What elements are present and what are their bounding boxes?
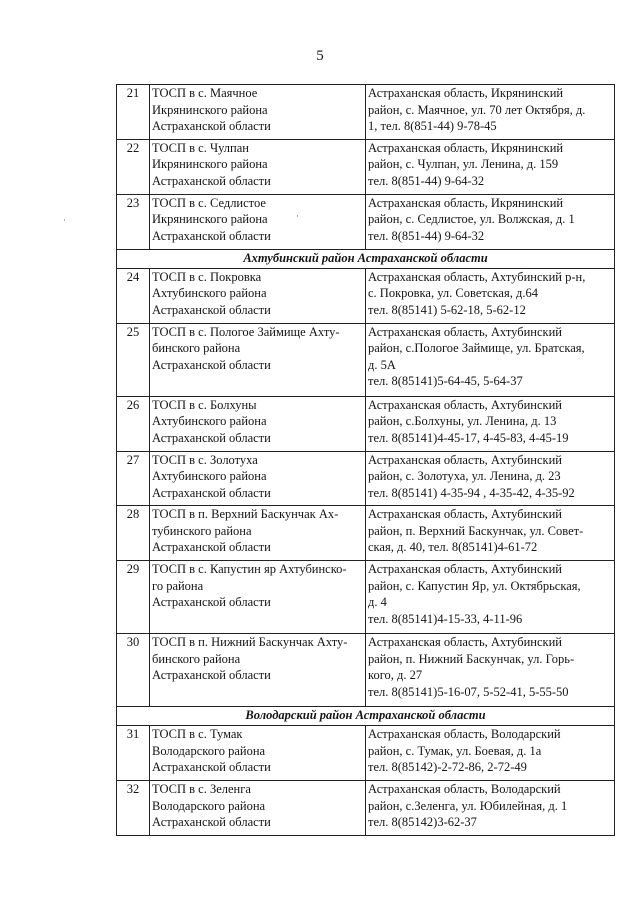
- address-cell: [366, 323, 615, 396]
- address-cell: [366, 726, 615, 781]
- table-row: [117, 451, 615, 506]
- table-row: [117, 506, 615, 561]
- row-number: 27: [117, 451, 150, 506]
- address-line: д. 5А: [368, 357, 396, 372]
- office-name-line: Астраханской области: [152, 173, 271, 188]
- office-name-line: Астраханской области: [152, 430, 271, 445]
- office-name-line: Астраханской области: [152, 668, 271, 683]
- row-number: 23: [117, 194, 150, 249]
- address-line: район, с. Тумак, ул. Боевая, д. 1а: [368, 743, 542, 758]
- table-row: [117, 268, 615, 323]
- address-line: район, с. Капустин Яр, ул. Октябрьская,: [368, 578, 581, 593]
- office-name-line: Астраханской области: [152, 357, 271, 372]
- address-line: район, п. Верхний Баскунчак, ул. Совет-: [368, 523, 584, 538]
- row-number: 26: [117, 396, 150, 451]
- office-name-line: ТОСП в с. Седлистое: [152, 195, 266, 210]
- address-line: тел. 8(85142)-2-72-86, 2-72-49: [368, 760, 527, 775]
- registry-table-body: [117, 85, 615, 836]
- scan-speck: ·: [296, 211, 299, 221]
- office-name-line: Володарского района: [152, 798, 266, 813]
- address-line: тел. 8(85141)5-64-45, 5-64-37: [368, 374, 523, 389]
- address-line: район, с. Маячное, ул. 70 лет Октября, д.: [368, 102, 586, 117]
- row-number: 30: [117, 634, 150, 707]
- address-line: тел. 8(85141) 5-62-18, 5-62-12: [368, 302, 526, 317]
- address-line: Астраханская область, Володарский: [368, 727, 561, 742]
- district-header: Ахтубинский район Астраханской области: [117, 249, 615, 268]
- address-line: район, с.Зеленга, ул. Юбилейная, д. 1: [368, 798, 568, 813]
- address-line: д. 4: [368, 595, 387, 610]
- address-line: район, с.Пологое Займище, ул. Братская,: [368, 341, 585, 356]
- address-line: район, с.Болхуны, ул. Ленина, д. 13: [368, 414, 557, 429]
- table-row: [117, 85, 615, 140]
- office-name-line: ТОСП в с. Капустин яр Ахтубинско-: [152, 562, 347, 577]
- address-line: кого, д. 27: [368, 668, 423, 683]
- address-line: с. Покровка, ул. Советская, д.64: [368, 286, 538, 301]
- office-name-line: Астраханской области: [152, 485, 271, 500]
- address-line: тел. 8(851-44) 9-64-32: [368, 228, 485, 243]
- office-name-line: ТОСП в с. Покровка: [152, 269, 262, 284]
- office-name-cell: [150, 396, 366, 451]
- office-name-cell: [150, 726, 366, 781]
- office-name-line: ТОСП в с. Золотуха: [152, 452, 258, 467]
- address-line: 1, тел. 8(851-44) 9-78-45: [368, 119, 497, 133]
- page-number: 5: [316, 48, 324, 64]
- office-name-line: Астраханской области: [152, 815, 271, 830]
- office-name-cell: [150, 268, 366, 323]
- address-line: тел. 8(85141)4-45-17, 4-45-83, 4-45-19: [368, 430, 569, 445]
- office-name-cell: [150, 139, 366, 194]
- row-number: 28: [117, 506, 150, 561]
- address-cell: [366, 268, 615, 323]
- address-line: Астраханская область, Икрянинский: [368, 140, 564, 155]
- address-cell: [366, 781, 615, 836]
- office-name-line: Астраханской области: [152, 119, 271, 133]
- district-header: Володарский район Астраханской области: [117, 707, 615, 726]
- office-name-cell: [150, 561, 366, 634]
- address-line: тел. 8(85141)5-16-07, 5-52-41, 5-55-50: [368, 684, 569, 699]
- office-name-line: Астраханской области: [152, 228, 271, 243]
- office-name-cell: [150, 781, 366, 836]
- district-header-row: [117, 707, 615, 726]
- row-number: 22: [117, 139, 150, 194]
- address-line: Астраханская область, Ахтубинский: [368, 507, 562, 522]
- office-name-line: тубинского района: [152, 523, 252, 538]
- office-name-cell: [150, 194, 366, 249]
- row-number: 24: [117, 268, 150, 323]
- address-cell: [366, 451, 615, 506]
- address-line: тел. 8(85142)3-62-37: [368, 815, 477, 830]
- office-name-line: Икрянинского района: [152, 102, 268, 117]
- address-cell: [366, 85, 615, 140]
- table-row: [117, 561, 615, 634]
- address-line: Астраханская область, Икрянинский: [368, 195, 564, 210]
- office-name-line: бинского района: [152, 341, 241, 356]
- row-number: 29: [117, 561, 150, 634]
- registry-table: [116, 84, 615, 836]
- table-row: [117, 194, 615, 249]
- office-name-line: Володарского района: [152, 743, 266, 758]
- address-line: район, с. Седлистое, ул. Волжская, д. 1: [368, 212, 575, 227]
- address-line: Астраханская область, Ахтубинский: [368, 452, 562, 467]
- address-line: Астраханская область, Ахтубинский р-н,: [368, 269, 586, 284]
- office-name-line: ТОСП в с. Зеленга: [152, 782, 251, 797]
- row-number: 32: [117, 781, 150, 836]
- address-line: Астраханская область, Ахтубинский: [368, 635, 562, 650]
- office-name-line: ТОСП в п. Верхний Баскунчак Ах-: [152, 507, 339, 522]
- office-name-line: Ахтубинского района: [152, 469, 267, 483]
- address-cell: [366, 396, 615, 451]
- office-name-cell: [150, 85, 366, 140]
- address-line: Астраханская область, Ахтубинский: [368, 324, 562, 339]
- office-name-line: Астраханской области: [152, 302, 271, 317]
- address-cell: [366, 634, 615, 707]
- address-line: район, с. Чулпан, ул. Ленина, д. 159: [368, 157, 559, 172]
- office-name-cell: [150, 451, 366, 506]
- office-name-line: ТОСП в с. Болхуны: [152, 397, 257, 412]
- office-name-line: Астраханской области: [152, 540, 271, 555]
- address-cell: [366, 506, 615, 561]
- table-row: [117, 726, 615, 781]
- address-line: тел. 8(85141)4-15-33, 4-11-96: [368, 611, 523, 626]
- address-line: Астраханская область, Володарский: [368, 782, 561, 797]
- office-name-line: Ахтубинского района: [152, 414, 267, 429]
- office-name-line: Астраханской области: [152, 595, 271, 610]
- row-number: 25: [117, 323, 150, 396]
- address-cell: [366, 139, 615, 194]
- office-name-line: ТОСП в с. Пологое Займище Ахту-: [152, 324, 340, 339]
- address-line: тел. 8(85141) 4-35-94 , 4-35-42, 4-35-92: [368, 485, 575, 500]
- address-line: Астраханская область, Ахтубинский: [368, 397, 562, 412]
- office-name-cell: [150, 634, 366, 707]
- office-name-line: ТОСП в п. Нижний Баскунчак Ахту-: [152, 635, 348, 650]
- address-line: район, п. Нижний Баскунчак, ул. Горь-: [368, 651, 575, 666]
- district-header-row: [117, 249, 615, 268]
- row-number: 31: [117, 726, 150, 781]
- address-cell: [366, 561, 615, 634]
- scan-speck: ·: [63, 215, 66, 225]
- office-name-line: Икрянинского района: [152, 212, 268, 227]
- office-name-line: го района: [152, 578, 204, 593]
- table-row: [117, 634, 615, 707]
- office-name-line: бинского района: [152, 651, 241, 666]
- table-row: [117, 139, 615, 194]
- row-number: 21: [117, 85, 150, 140]
- table-row: [117, 781, 615, 836]
- office-name-line: Ахтубинского района: [152, 286, 267, 301]
- office-name-line: Икрянинского района: [152, 157, 268, 172]
- address-line: Астраханская область, Ахтубинский: [368, 562, 562, 577]
- address-line: тел. 8(851-44) 9-64-32: [368, 173, 485, 188]
- office-name-cell: [150, 323, 366, 396]
- office-name-cell: [150, 506, 366, 561]
- office-name-line: ТОСП в с. Тумак: [152, 727, 243, 742]
- table-row: [117, 323, 615, 396]
- office-name-line: ТОСП в с. Маячное: [152, 86, 258, 100]
- office-name-line: ТОСП в с. Чулпан: [152, 140, 249, 155]
- address-cell: [366, 194, 615, 249]
- address-line: ская, д. 40, тел. 8(85141)4-61-72: [368, 540, 538, 555]
- office-name-line: Астраханской области: [152, 760, 271, 775]
- table-row: [117, 396, 615, 451]
- address-line: Астраханская область, Икрянинский: [368, 86, 564, 100]
- address-line: район, с. Золотуха, ул. Ленина, д. 23: [368, 469, 561, 483]
